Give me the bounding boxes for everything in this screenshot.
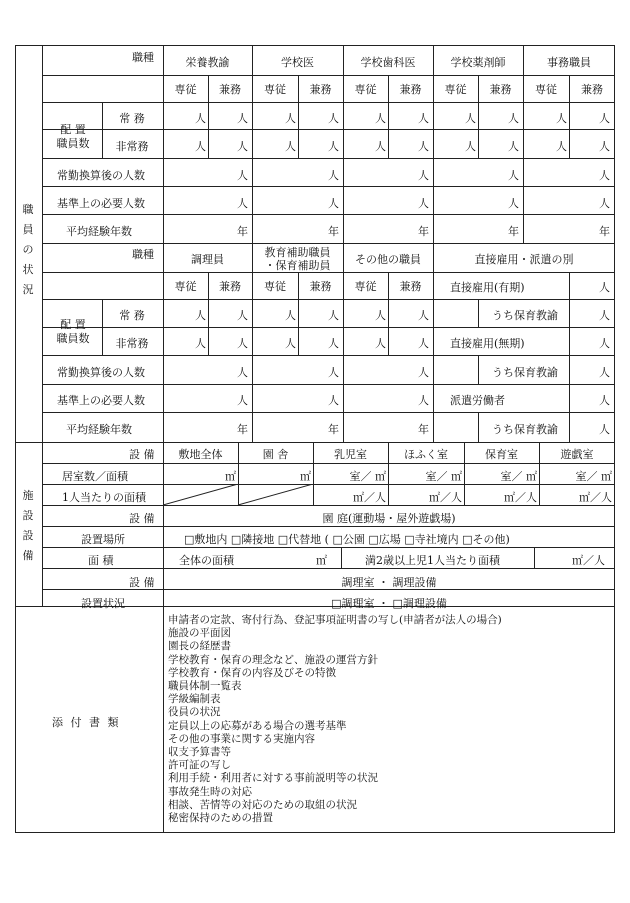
role-shika: 学校歯科医: [360, 56, 416, 69]
person-unit: 人: [418, 337, 429, 350]
person-unit: 人: [418, 394, 429, 407]
per-person-unit: ㎡／人: [504, 491, 537, 504]
person-unit: 人: [328, 112, 339, 125]
setsubi-hoiku: 保育室: [485, 448, 518, 461]
kenmu-header: 兼務: [309, 83, 332, 96]
attachment-item: 定員以上の応募がある場合の選考基準: [168, 719, 347, 732]
person-unit: 人: [599, 423, 610, 436]
attachment-item: 施設の平面図: [168, 627, 231, 640]
person-unit: 人: [508, 112, 519, 125]
kenmu-header: 兼務: [219, 280, 241, 293]
grid-line: [478, 412, 479, 442]
setsubi-yugi: 遊戯室: [560, 448, 594, 461]
employment-header: 直接雇用・派遣の別: [474, 253, 574, 266]
yard-header: 園 庭(運動場・屋外遊戯場): [322, 512, 456, 525]
year-unit: 年: [237, 225, 248, 238]
setsubi-ensha: 園 舎: [262, 448, 289, 461]
kenmu-header: 兼務: [309, 280, 332, 293]
kenmu-header: 兼務: [219, 83, 241, 96]
person-unit: 人: [375, 309, 386, 322]
grid-line: [42, 158, 615, 159]
person-unit: 人: [328, 197, 339, 210]
grid-line: [341, 547, 342, 568]
grid-line: [42, 272, 615, 273]
room-area-label: 居室数／面積: [62, 470, 128, 483]
year-unit: 年: [418, 423, 429, 436]
person-unit: 人: [328, 337, 339, 350]
per-person-unit: ㎡／人: [353, 491, 386, 504]
haichi-label-2: 職員数: [56, 137, 90, 150]
grid-line: [534, 547, 535, 568]
kenmu-header: 兼務: [489, 83, 512, 96]
person-unit: 人: [599, 169, 610, 182]
grid-line: [42, 484, 615, 485]
grid-line: [42, 327, 615, 328]
direct-unfixed: 直接雇用(無期): [450, 337, 525, 350]
attachment-item: 秘密保持のための措置: [168, 812, 273, 825]
year-unit: 年: [508, 225, 519, 238]
person-unit: 人: [375, 140, 386, 153]
grid-line: [42, 384, 615, 385]
senju-header: 専従: [264, 280, 286, 293]
senju-header: 専従: [264, 83, 286, 96]
person-unit: 人: [328, 309, 339, 322]
hijokin-label: 非常務: [115, 140, 149, 153]
senju-header: 専従: [354, 83, 377, 96]
person-unit: 人: [599, 281, 610, 294]
person-unit: 人: [465, 140, 476, 153]
person-unit: 人: [599, 394, 610, 407]
person-unit: 人: [599, 309, 610, 322]
senju-header: 専従: [354, 280, 377, 293]
grid-line: [478, 355, 479, 384]
person-unit: 人: [508, 197, 519, 210]
grid-line: [163, 75, 615, 76]
grid-line: [42, 412, 615, 413]
grid-line: [42, 102, 615, 103]
year-unit: 年: [418, 225, 429, 238]
hoiku-kyoyu-2: うち保育教諭: [492, 366, 558, 379]
haken-label: 派遣労働者: [450, 394, 505, 407]
attachment-item: 利用手続・利用者に対する事前説明等の状況: [168, 772, 378, 785]
per-person-unit: ㎡／人: [429, 491, 462, 504]
kenmu-header: 兼務: [581, 83, 603, 96]
person-unit: 人: [418, 140, 429, 153]
person-unit: 人: [285, 140, 296, 153]
jokin-label: 常 務: [119, 112, 145, 125]
keiken-label: 平均経験年数: [66, 225, 132, 238]
grid-line: [42, 568, 615, 569]
attachment-item: 学級編制表: [168, 693, 221, 706]
grid-line: [15, 442, 615, 443]
grid-line: [569, 272, 570, 442]
grid-line: [42, 547, 615, 548]
person-unit: 人: [508, 140, 519, 153]
person-unit: 人: [599, 366, 610, 379]
grid-line: [102, 129, 163, 130]
person-unit: 人: [195, 309, 206, 322]
haichi-label: 配 置: [60, 123, 86, 136]
person-unit: 人: [285, 337, 296, 350]
grid-line: [42, 463, 615, 464]
person-unit: 人: [195, 112, 206, 125]
person-unit: 人: [237, 337, 248, 350]
location-label: 設置場所: [81, 533, 125, 546]
grid-line: [42, 505, 615, 506]
role-hojo: 教育補助職員: [264, 246, 331, 259]
setsubi-label-2: 設 備: [129, 512, 155, 525]
m2-unit: ㎡: [225, 470, 236, 483]
role-hojo-2: ・保育補助員: [264, 259, 331, 272]
kitchen-options: □調理室 ・ □調理設備: [331, 597, 447, 610]
facility-section-title: 施 設 設 備: [22, 489, 34, 562]
kenmu-header: 兼務: [399, 280, 422, 293]
person-unit: 人: [599, 112, 610, 125]
shokushu-label-2: 職種: [132, 248, 154, 261]
shokushu-label: 職種: [132, 51, 154, 64]
setsubi-label-3: 設 備: [129, 576, 155, 589]
person-unit: 人: [237, 169, 248, 182]
hijokin-label-b: 非常務: [115, 337, 149, 350]
person-unit: 人: [285, 112, 296, 125]
attachment-item: 園長の経歴書: [168, 640, 231, 653]
attachment-item: 収支予算書等: [168, 746, 231, 759]
person-unit: 人: [375, 112, 386, 125]
grid-line: [42, 243, 615, 244]
person-unit: 人: [237, 394, 248, 407]
grid-line: [42, 355, 615, 356]
person-unit: 人: [418, 197, 429, 210]
person-unit: 人: [237, 366, 248, 379]
total-area-label: 全体の面積: [179, 554, 234, 567]
senju-header: 専従: [174, 83, 197, 96]
person-unit: 人: [599, 140, 610, 153]
setsubi-shikichi: 敷地全体: [178, 448, 223, 461]
kijun-label: 基準上の必要人数: [57, 197, 145, 210]
person-unit: 人: [328, 366, 339, 379]
attachment-item: 事故発生時の対応: [168, 785, 252, 798]
room-area-unit: 室／ ㎡: [575, 470, 612, 483]
year-unit: 年: [328, 423, 339, 436]
jokin-label-b: 常 務: [119, 309, 145, 322]
hoiku-kyoyu-3: うち保育教諭: [492, 423, 558, 436]
role-gakkoui: 学校医: [281, 56, 314, 69]
senju-header: 専従: [174, 280, 197, 293]
jokin-kanzan-label: 常勤換算後の人数: [57, 169, 145, 182]
area-label: 面 積: [88, 554, 114, 567]
grid-line: [163, 45, 164, 833]
haichi-label-b2: 職員数: [56, 332, 90, 345]
person-unit: 人: [237, 197, 248, 210]
room-area-unit: 室／ ㎡: [425, 470, 462, 483]
kenmu-header: 兼務: [399, 83, 422, 96]
person-unit: 人: [418, 366, 429, 379]
person-unit: 人: [556, 140, 567, 153]
year-unit: 年: [328, 225, 339, 238]
person-unit: 人: [328, 394, 339, 407]
location-options: □敷地内 □隣接地 □代替地 ( □公園 □広場 □寺社境内 □その他): [184, 533, 510, 546]
person-unit: 人: [328, 169, 339, 182]
room-area-unit: 室／ ㎡: [349, 470, 386, 483]
senju-header: 専従: [444, 83, 467, 96]
person-unit: 人: [195, 140, 206, 153]
kijun-label-b: 基準上の必要人数: [57, 394, 145, 407]
year-unit: 年: [237, 423, 248, 436]
setsubi-hofuku: ほふく室: [404, 448, 448, 461]
senju-header: 専従: [535, 83, 557, 96]
m2-unit: ㎡: [316, 554, 327, 567]
hoiku-kyoyu-1: うち保育教諭: [492, 309, 558, 322]
per-person-unit: ㎡／人: [572, 554, 605, 567]
grid-line: [42, 186, 615, 187]
role-chorii: 調理員: [191, 253, 224, 266]
person-unit: 人: [285, 309, 296, 322]
grid-line: [42, 214, 615, 215]
person-unit: 人: [328, 140, 339, 153]
keiken-label-b: 平均経験年数: [66, 423, 132, 436]
attachment-item: 職員体制一覧表: [168, 680, 242, 693]
attachment-item: 申請者の定款、寄付行為、登記事項証明書の写し(申請者が法人の場合): [168, 614, 502, 626]
attachment-item: 相談、苦情等の対応のための取組の状況: [168, 798, 357, 811]
role-other: その他の職員: [355, 253, 421, 266]
haichi-label-b: 配 置: [60, 318, 86, 331]
kitchen-header: 調理室 ・ 調理設備: [341, 576, 437, 589]
per-person-unit: ㎡／人: [579, 491, 612, 504]
grid-line: [42, 299, 615, 300]
person-unit: 人: [599, 337, 610, 350]
person-unit: 人: [418, 112, 429, 125]
room-area-unit: 室／ ㎡: [500, 470, 537, 483]
install-status-label: 設置状況: [81, 597, 125, 610]
direct-fixed: 直接雇用(有期): [450, 281, 525, 294]
person-unit: 人: [418, 169, 429, 182]
grid-line: [478, 299, 479, 327]
m2-unit: ㎡: [300, 470, 311, 483]
jokin-kanzan-label-b: 常勤換算後の人数: [57, 366, 145, 379]
role-jimu: 事務職員: [547, 56, 591, 69]
year-unit: 年: [599, 225, 610, 238]
attachments-list: [168, 614, 502, 825]
attachment-item: 学校教育・保育の内容及びその特徴: [168, 666, 336, 679]
setsubi-nyuji: 乳児室: [334, 448, 367, 461]
person-unit: 人: [418, 309, 429, 322]
staff-section-title: 職 員 の 状 況: [22, 203, 34, 296]
person-unit: 人: [465, 112, 476, 125]
role-yakuzai: 学校薬剤師: [450, 56, 506, 69]
person-unit: 人: [599, 197, 610, 210]
person-unit: 人: [508, 169, 519, 182]
setsubi-label: 設 備: [129, 448, 155, 461]
person-unit: 人: [195, 337, 206, 350]
attachment-item: 役員の状況: [168, 706, 221, 719]
person-unit: 人: [375, 337, 386, 350]
per-person-label: 1人当たりの面積: [62, 491, 146, 504]
person-unit: 人: [237, 112, 248, 125]
grid-line: [42, 589, 615, 590]
person-unit: 人: [237, 309, 248, 322]
attachment-item: その他の事業に関する実施内容: [168, 732, 315, 745]
over2-area-label: 満2歳以上児1人当たり面積: [365, 554, 500, 567]
grid-line: [42, 526, 615, 527]
person-unit: 人: [237, 140, 248, 153]
blank-diagonal-cells: [163, 484, 313, 505]
role-eiyo: 栄養教諭: [185, 56, 230, 69]
grid-line: [433, 243, 434, 442]
attachment-item: 学校教育・保育の理念など、施設の運営方針: [168, 653, 378, 666]
attachments-label: 添 付 書 類: [52, 716, 121, 729]
attachment-item: 許可証の写し: [168, 759, 231, 772]
person-unit: 人: [556, 112, 567, 125]
